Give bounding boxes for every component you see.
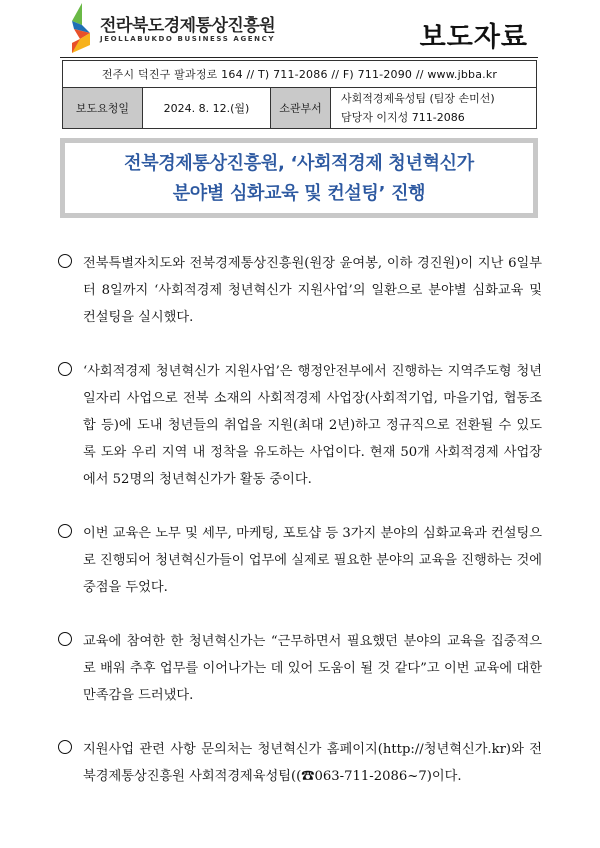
paragraph-2: [58, 358, 542, 493]
headline-box: [60, 138, 538, 218]
circle-bullet-icon: [58, 358, 72, 385]
request-date-value: 2024. 8. 12.(월): [143, 88, 271, 129]
paragraph-text: 전북특별자치도와 전북경제통상진흥원(원장 윤여봉, 이하 경진원)이 지난 6일부터 8일까지 ‘사회적경제 청년혁신가 지원사업’의 일환으로 분야별 심화교육 및 컨설팅을 실시했다.: [83, 256, 542, 325]
paragraph-text: ‘사회적경제 청년혁신가 지원사업’은 행정안전부에서 진행하는 지역주도형 청년일자리 사업으로 전북 소재의 사회적경제 사업장(사회적기업, 마을기업, 협동조합 등)에 도내 청년들의 취업을 지원(최대 2년)하고 정규직으로 전환될 수 있도록 도와 우리 지역 내 정착을 유도하는 사업이다. 현재 50개 사회적경제 사업장에서 52명의 청년혁신가가 활동 중이다.: [83, 364, 542, 487]
agency-logo-icon: [68, 3, 94, 55]
contact-line: 전주시 덕진구 팔과정로 164 // T) 711-2086 // F) 711-2090 // www.jbba.kr: [63, 61, 537, 88]
press-info-table: [62, 60, 537, 129]
paragraph-text: 이번 교육은 노무 및 세무, 마케팅, 포토샵 등 3가지 분야의 심화교육과 컨설팅으로 진행되어 청년혁신가들이 업무에 실제로 필요한 분야의 교육을 진행하는 것에 중점을 두었다.: [83, 526, 542, 595]
document-type-title: 보도자료: [419, 22, 528, 53]
paragraph-4: [58, 628, 542, 709]
circle-bullet-icon: [58, 628, 72, 655]
paragraph-5: [58, 736, 542, 790]
paragraph-text: 교육에 참여한 한 청년혁신가는 “근무하면서 필요했던 분야의 교육을 집중적으로 배워 추후 업무를 이어나가는 데 있어 도움이 될 것 같다”고 이번 교육에 대한 만족감을 드러냈다.: [83, 634, 542, 703]
department-value: 사회적경제육성팀 (팀장 손미선): [341, 92, 495, 105]
headline-line-1: 전북경제통상진흥원, ‘사회적경제 청년혁신가: [124, 153, 474, 174]
paragraph-3: [58, 520, 542, 601]
circle-bullet-icon: [58, 736, 72, 763]
request-date-label: 보도요청일: [63, 88, 143, 129]
paragraph-text: 지원사업 관련 사항 문의처는 청년혁신가 홈페이지(http://청년혁신가.kr)와 전북경제통상진흥원 사회적경제육성팀((☎063-711-2086~7)이다.: [83, 742, 542, 784]
org-name-english: JEOLLABUKDO BUSINESS AGENCY: [100, 35, 276, 43]
contact-person: 담당자 이지성 711-2086: [341, 111, 465, 124]
org-name-korean: 전라북도경제통상진흥원: [100, 16, 276, 36]
department-label: 소관부서: [271, 88, 331, 129]
department-cell: [331, 88, 537, 129]
paragraph-1: [58, 250, 542, 331]
circle-bullet-icon: [58, 250, 72, 277]
document-header: [60, 0, 538, 58]
headline-line-2: 분야별 심화교육 및 컨설팅’ 진행: [172, 183, 426, 204]
circle-bullet-icon: [58, 520, 72, 547]
article-body: [58, 250, 542, 817]
